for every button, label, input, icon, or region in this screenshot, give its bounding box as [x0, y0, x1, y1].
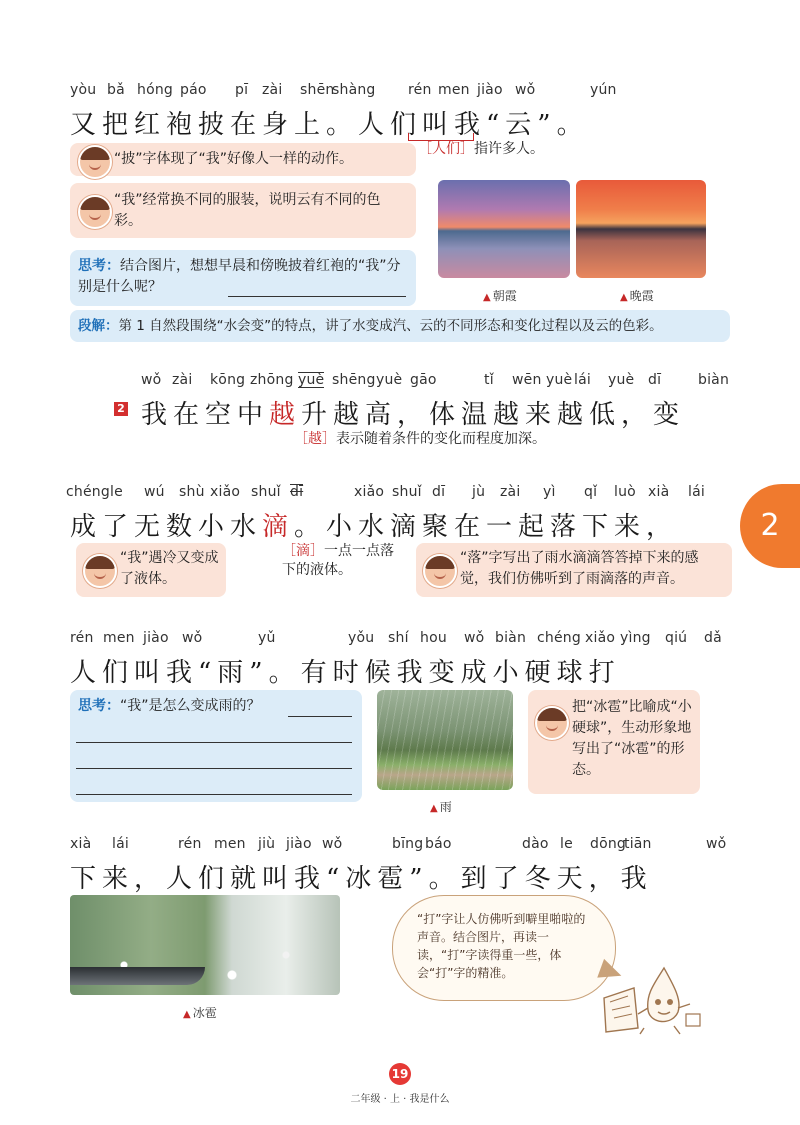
- triangle-icon: ▲: [620, 292, 628, 303]
- pinyin: yǔ: [258, 630, 276, 646]
- gloss-yue: [294, 430, 546, 449]
- pinyin: lái: [112, 836, 129, 852]
- gloss-word: ［滴］: [282, 543, 324, 559]
- caption-rain: ▲ 雨: [430, 800, 452, 814]
- pinyin: shēng: [332, 372, 376, 388]
- pinyin: kōng: [210, 372, 246, 388]
- caption-morning: ▲ 朝霞: [483, 289, 517, 303]
- answer-line[interactable]: [228, 296, 406, 297]
- answer-line[interactable]: [76, 742, 352, 743]
- text-line-5: 下来，人们就叫我“冰雹”。到了冬天，我: [70, 864, 653, 894]
- pinyin: dī: [290, 484, 304, 500]
- pinyin: men: [103, 630, 135, 646]
- pinyin: dōng: [590, 836, 627, 852]
- pinyin: xiǎo: [210, 484, 241, 500]
- pinyin: wēn: [512, 372, 542, 388]
- pinyin: jiào: [286, 836, 312, 852]
- pinyin: wǒ: [141, 372, 162, 388]
- pinyin: zhōng: [250, 372, 294, 388]
- pinyin: dī: [432, 484, 446, 500]
- gloss-text: 一点一点落下的液体。: [282, 543, 394, 578]
- pinyin: xià: [70, 836, 92, 852]
- pinyin: le: [110, 484, 123, 500]
- speech-bubble: [392, 895, 616, 1001]
- pinyin: lái: [574, 372, 591, 388]
- pinyin: jiào: [477, 82, 503, 98]
- pinyin: rén: [408, 82, 432, 98]
- pinyin: jiù: [258, 836, 276, 852]
- pinyin: dǎ: [704, 630, 722, 646]
- pinyin: zài: [262, 82, 283, 98]
- pinyin: wǒ: [322, 836, 343, 852]
- pinyin: le: [560, 836, 573, 852]
- answer-line[interactable]: [76, 768, 352, 769]
- text-line-3: 成了无数小水滴。小水滴聚在一起落下来，: [70, 512, 679, 542]
- pinyin: qiú: [665, 630, 688, 646]
- pinyin: shàng: [332, 82, 376, 98]
- pinyin: tiān: [624, 836, 652, 852]
- pinyin: rén: [70, 630, 94, 646]
- caption-hail: ▲ 冰雹: [183, 1006, 217, 1020]
- pinyin: hóng: [137, 82, 173, 98]
- think-box-1: [70, 250, 416, 306]
- pinyin: tǐ: [484, 372, 494, 388]
- pinyin: wǒ: [464, 630, 485, 646]
- gloss-word: ［人们］: [418, 141, 474, 157]
- pinyin: wú: [144, 484, 165, 500]
- paragraph-number: 2: [114, 402, 128, 416]
- girl-avatar-icon: [423, 554, 457, 588]
- triangle-icon: ▲: [430, 803, 438, 814]
- gloss-text: 指许多人。: [474, 141, 544, 157]
- pinyin: bǎ: [107, 82, 125, 98]
- pinyin: xiǎo: [585, 630, 616, 646]
- photo-evening-glow: [576, 180, 706, 278]
- answer-line[interactable]: [288, 716, 352, 717]
- pinyin: yuè: [546, 372, 573, 388]
- gloss-renmen: [418, 140, 544, 159]
- think-label: 思考：: [78, 698, 120, 714]
- pinyin: lái: [688, 484, 705, 500]
- pinyin: chéng: [537, 630, 581, 646]
- pinyin: yòu: [70, 82, 97, 98]
- text-line-2: 我在空中越升越高，体温越来越低，变: [141, 400, 686, 430]
- girl-avatar-icon: [83, 554, 117, 588]
- note-text: “我”经常换不同的服装，说明云有不同的色彩。: [114, 192, 381, 229]
- pinyin: pī: [235, 82, 249, 98]
- bubble-text: “打”字让人仿佛听到噼里啪啦的声音。结合图片，再读一读，“打”字读得重一些，体会“打”字的精准。: [417, 912, 586, 980]
- text-line-4: 人们叫我“雨”。有时候我变成小硬球打: [70, 658, 621, 688]
- pinyin: wǒ: [182, 630, 203, 646]
- girl-avatar-icon: [535, 706, 569, 740]
- note-text: “我”遇冷又变成了液体。: [120, 550, 219, 587]
- cartoon-water-drop-icon: [594, 958, 714, 1036]
- note-text: 把“冰雹”比喻成“小硬球”，生动形象地写出了“冰雹”的形态。: [572, 699, 692, 778]
- pinyin: zài: [500, 484, 521, 500]
- page-number: 19: [389, 1063, 411, 1085]
- summary-label: 段解：: [78, 318, 119, 334]
- note-text: “落”字写出了雨水滴滴答答掉下来的感觉，我们仿佛听到了雨滴落的声音。: [460, 550, 699, 587]
- girl-avatar-icon: [78, 195, 112, 229]
- triangle-icon: ▲: [483, 292, 491, 303]
- pinyin: yuè: [376, 372, 403, 388]
- key-char-di: 滴: [262, 512, 295, 542]
- pinyin: chéng: [66, 484, 110, 500]
- key-char-yue: 越: [269, 400, 302, 430]
- pinyin: xià: [648, 484, 670, 500]
- note-clothes: [70, 183, 416, 238]
- pinyin: luò: [614, 484, 636, 500]
- pinyin: bīng: [392, 836, 424, 852]
- pinyin: rén: [178, 836, 202, 852]
- think-text: 结合图片，想想早晨和傍晚披着红袍的“我”分别是什么呢？: [78, 258, 401, 295]
- pinyin: gāo: [410, 372, 437, 388]
- pinyin: men: [214, 836, 246, 852]
- note-text: “披”字体现了“我”好像人一样的动作。: [114, 151, 354, 167]
- caption-evening: ▲ 晚霞: [620, 289, 654, 303]
- unit-tab-badge[interactable]: 2: [740, 484, 800, 568]
- pinyin: jiào: [143, 630, 169, 646]
- pinyin: shù: [179, 484, 205, 500]
- note-pi: [70, 143, 416, 176]
- paragraph-summary: [70, 310, 730, 342]
- text-line-1: 又把红袍披在身上。人们叫我“云”。: [70, 110, 589, 140]
- pinyin: dī: [648, 372, 662, 388]
- think-text: “我”是怎么变成雨的？: [120, 698, 261, 714]
- girl-avatar-icon: [78, 145, 112, 179]
- gloss-di: [282, 542, 402, 580]
- pinyin: wǒ: [515, 82, 536, 98]
- car-roof-shape: [70, 967, 205, 985]
- triangle-icon: ▲: [183, 1009, 191, 1020]
- pinyin: yuè: [608, 372, 635, 388]
- summary-text: 第 1 自然段围绕“水会变”的特点，讲了水变成汽、云的不同形态和变化过程以及云的色彩。: [118, 318, 663, 334]
- pinyin: báo: [425, 836, 452, 852]
- pinyin: yún: [590, 82, 617, 98]
- note-luo: [416, 543, 732, 597]
- pinyin: yuè: [298, 372, 325, 388]
- pinyin: biàn: [698, 372, 730, 388]
- pinyin: zài: [172, 372, 193, 388]
- photo-rain: [377, 690, 513, 790]
- note-hail: [528, 690, 700, 794]
- note-liquid: [76, 543, 226, 597]
- think-label: 思考：: [78, 258, 120, 274]
- pinyin: páo: [180, 82, 207, 98]
- pinyin: dào: [522, 836, 549, 852]
- pinyin: shēn: [300, 82, 335, 98]
- photo-hail: [70, 895, 340, 995]
- pinyin: xiǎo: [354, 484, 385, 500]
- pinyin: shuǐ: [392, 484, 422, 500]
- pinyin: wǒ: [706, 836, 727, 852]
- pinyin: qǐ: [584, 484, 598, 500]
- think-box-2: [70, 690, 362, 802]
- pinyin: shí: [388, 630, 409, 646]
- pinyin: yǒu: [348, 630, 375, 646]
- gloss-word: ［越］: [294, 431, 336, 447]
- pinyin: biàn: [495, 630, 527, 646]
- answer-line[interactable]: [76, 794, 352, 795]
- pinyin: men: [438, 82, 470, 98]
- pinyin: yìng: [620, 630, 651, 646]
- pinyin: yì: [543, 484, 556, 500]
- gloss-text: 表示随着条件的变化而程度加深。: [336, 431, 546, 447]
- footer-text: 二年级 · 上 · 我是什么: [350, 1094, 450, 1105]
- pinyin: jù: [472, 484, 486, 500]
- pinyin: hou: [420, 630, 447, 646]
- pinyin: shuǐ: [251, 484, 281, 500]
- photo-morning-glow: [438, 180, 570, 278]
